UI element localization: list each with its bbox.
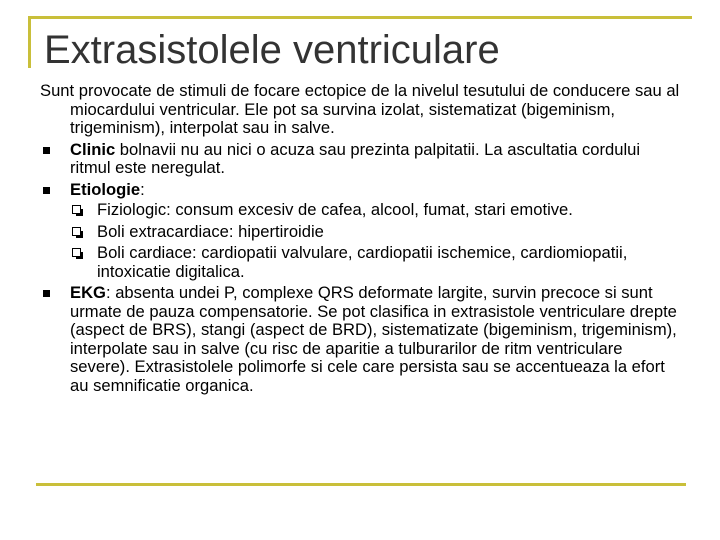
bullet-text: bolnavii nu au nici o acuza sau prezinta palpitatii. La ascultatia cordului ritmul este neregulat. [70,139,641,177]
checkbox-bullet-icon [72,205,81,214]
bottom-rule [36,483,686,486]
slide-content [40,82,682,395]
bullet-label: Clinic [70,139,116,159]
square-bullet-icon [43,290,50,297]
square-bullet-icon [43,187,50,194]
intro-paragraph: Sunt provocate de stimuli de focare ectopice de la nivelul tesutului de conducere sau al miocardului ventricular. Ele pot sa survina izolat, sistematizat (bigeminism, trigeminism), interpolat sau in salve. [40,81,680,137]
bullet-label: EKG [70,283,106,302]
slide-title: Extrasistolele ventriculare [44,28,500,72]
bullet-text: : [140,179,145,199]
etiology-item-text: Fiziologic: consum excesiv de cafea, alcool, fumat, stari emotive. [97,200,573,219]
bullet-label: Etiologie [70,179,141,199]
etiology-item-text: Boli extracardiace: hipertiroidie [97,221,324,241]
title-left-rule [28,16,31,68]
etiology-item-fiziologic [40,201,682,220]
square-bullet-icon [43,147,50,154]
etiology-item-extracardiace [40,223,682,242]
bullet-text: : absenta undei P, complexe QRS deformate largite, survin precoce si sunt urmate de pauza compensatorie. Se pot clasifica in extrasistole ventriculare drepte (aspect de BRS), stangi (aspect de BRD), sistematizate (bigeminism, trigeminism), interpolate sau in salve (cu risc de aparitie a tulburarilor de ritm ventriculare severe). Extrasistolele polimorfe si cele care persista sau se accentueaza la efort au semnificatie organica. [70,283,677,395]
bullet-ekg [40,284,682,395]
checkbox-bullet-icon [72,248,81,257]
etiology-item-text: Boli cardiace: cardiopatii valvulare, cardiopatii ischemice, cardiomiopatii, intoxicatie digitalica. [97,243,628,281]
top-rule [28,16,692,19]
checkbox-bullet-icon [72,227,81,236]
bullet-etiologie [40,181,682,200]
bullet-clinic [40,141,682,178]
etiology-item-cardiace [40,244,682,281]
